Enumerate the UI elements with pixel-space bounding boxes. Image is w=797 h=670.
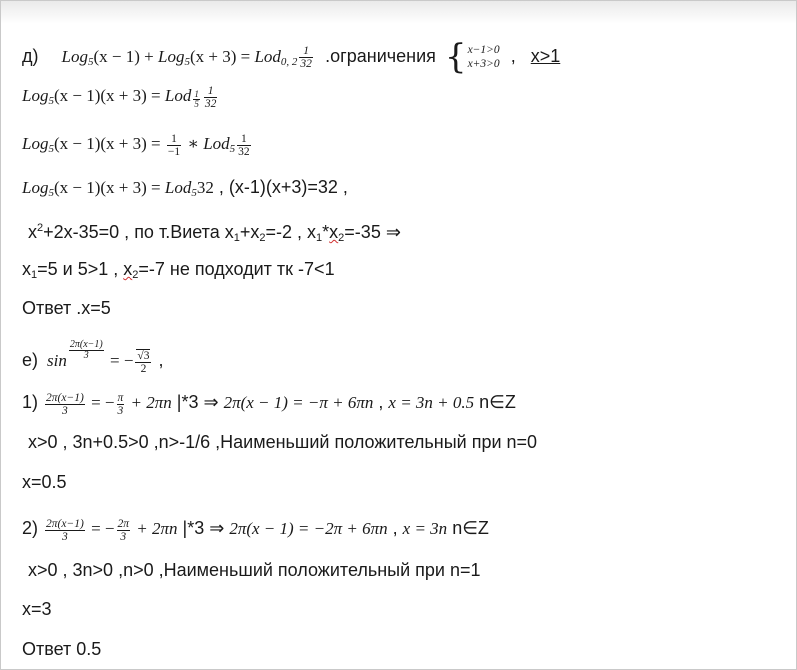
line-2-formula: Log$_5$(x − 1)(x + 3) = Lod $\frac{1}{5}$ $\frac{1}{32}$ (22, 84, 217, 110)
line-d-equation: д) Log$_5$(x − 1) + Log$_5$(x + 3) = Lod$_{0, 2}$ $\frac{1}{32}$ .ограничения { x−1>0 x+3>0 , x>1 (22, 37, 561, 77)
case-2-condition: x>0 , 3n>0 ,n>0 ,Наименьший положительный при n=1 (28, 560, 481, 580)
answer-e: Ответ 0.5 (22, 639, 102, 659)
answer-d: Ответ .x=5 (22, 298, 111, 318)
case-1-result: x=0.5 (22, 472, 67, 492)
case-2-result: x=3 (22, 599, 52, 619)
label-d: д) (22, 45, 39, 66)
formula-d: Log$_5$(x − 1) + Log$_5$(x + 3) = Lod$_{0, 2}$ $\frac{1}{32}$ (61, 45, 312, 71)
line-6-roots: $x_1=5$ и 5>1 , $x_2=-7$ не подходит тк -7<1 (22, 259, 335, 281)
case-1-condition: x>0 , 3n+0.5>0 ,n>-1/6 ,Наименьший положительный при n=0 (28, 432, 538, 452)
restriction-label: .ограничения (325, 45, 436, 66)
restriction-result: x>1 (530, 45, 561, 66)
line-4-tail: , (x-1)(x+3)=32 , (213, 177, 348, 197)
line-case-1: 1) $\frac{2\pi(x-1)}{3}$ = − $\frac{\pi}{3}$ + 2πn |*3 ⇒ 2π(x − 1) = −π + 6πn , x = 3n + 0.5 n∈Z (22, 391, 516, 417)
line-case-2: 2) $\frac{2\pi(x-1)}{3}$ = − $\frac{2\pi}{3}$ + 2πn |*3 ⇒ 2π(x − 1) = −2π + 6πn , x = 3n n∈Z (22, 517, 489, 543)
line-e-equation: е) sin $\frac{2\pi(x-1)}{3}$ = − $\frac{√3}{2}$ , (22, 339, 164, 375)
restriction-system: { x−1>0 x+3>0 (444, 37, 500, 77)
line-4-formula: Log$_5$(x − 1)(x + 3) = Lod$_5$32 , (x-1)(x+3)=32 , (22, 177, 348, 199)
line-3-formula: Log$_5$(x − 1)(x + 3) = $\frac{1}{-1}$ ∗ Lod$_5$ $\frac{1}{32}$ (22, 132, 250, 158)
line-5-vieta: $x^2+2x-35=0$ , по т.Виета $x_1+x_2=-2$ , $x_1*x_2=-35$ ⇒ (28, 222, 401, 244)
